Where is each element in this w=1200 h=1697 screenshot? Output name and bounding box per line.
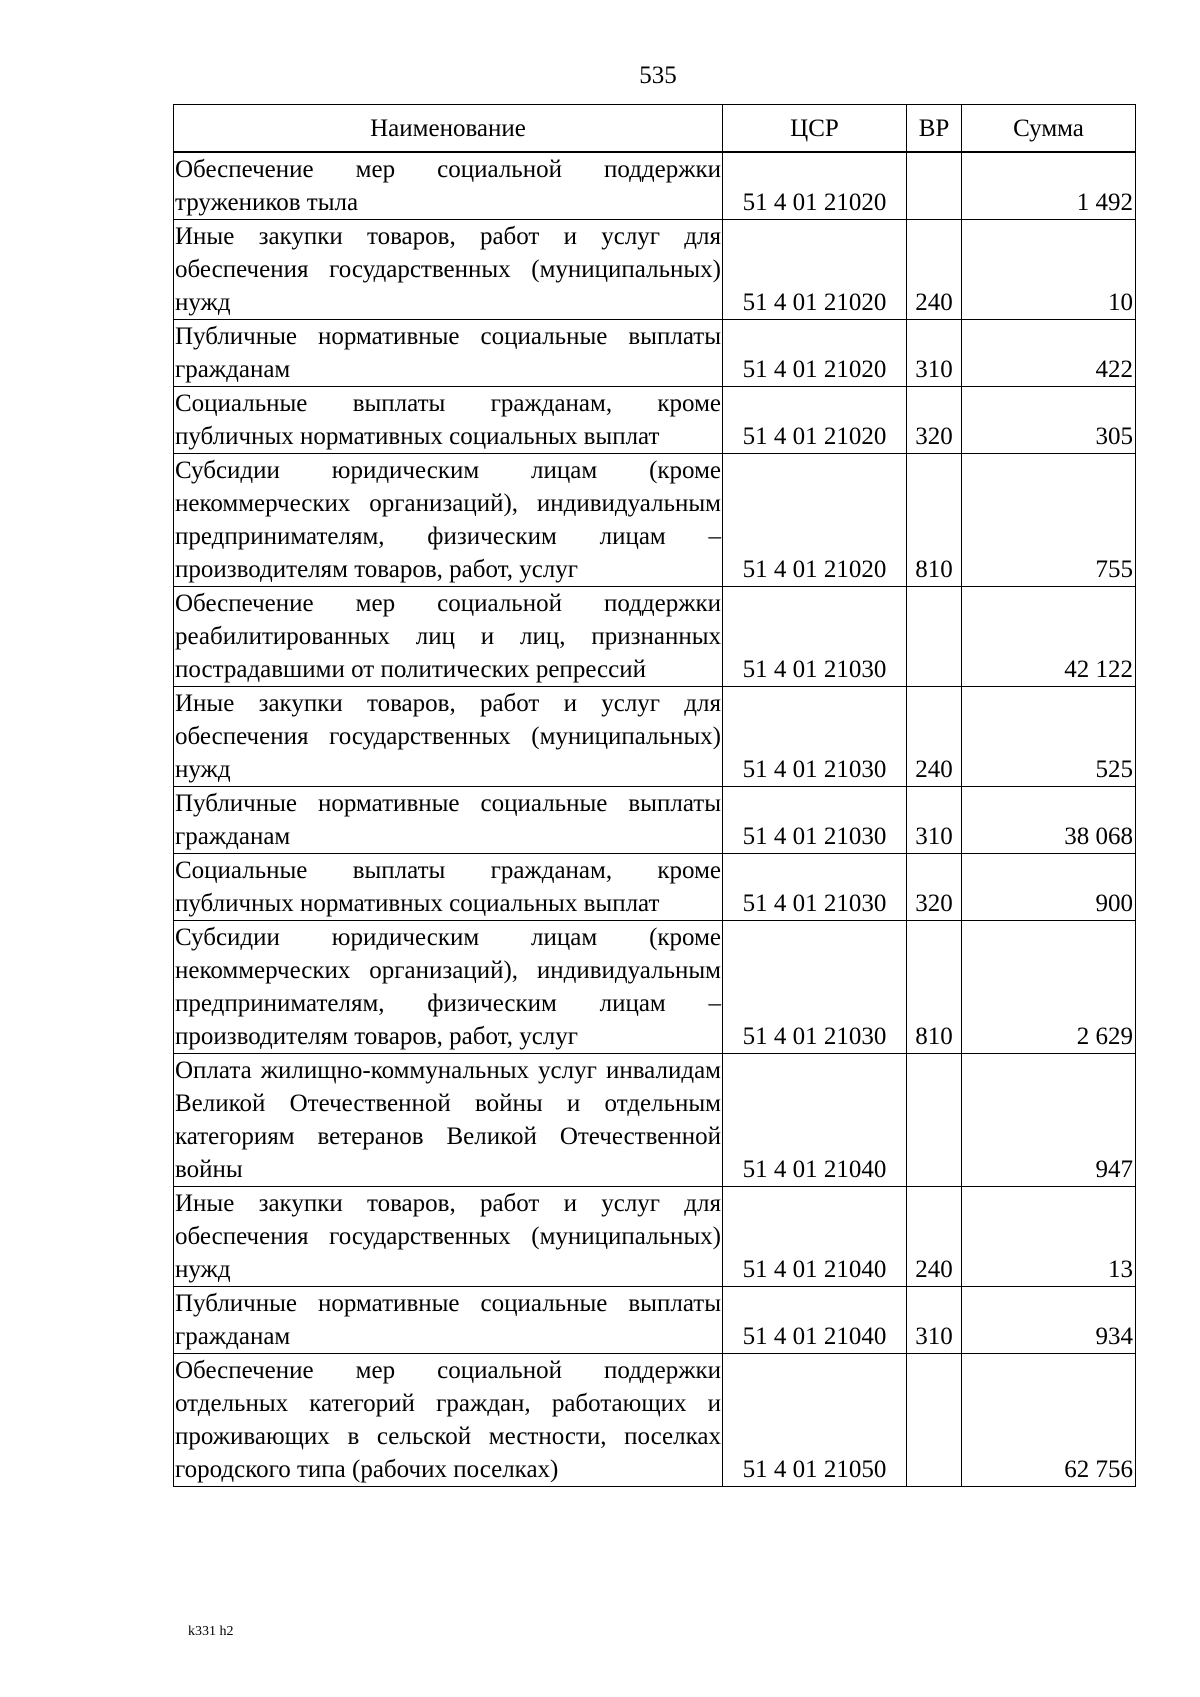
row-csr: 51 4 01 21020 [723,454,907,587]
row-sum: 62 756 [962,1354,1136,1487]
row-csr: 51 4 01 21020 [723,387,907,454]
table-row [174,854,1136,921]
row-vr [907,152,962,220]
row-csr: 51 4 01 21030 [723,687,907,787]
row-vr [907,1054,962,1187]
row-name: Иные закупки товаров, работ и услуг для обеспечения государственных (муниципальных) нужд [174,220,723,320]
row-vr: 240 [907,1187,962,1287]
row-name: Социальные выплаты гражданам, кроме публичных нормативных социальных выплат [174,387,723,454]
row-csr: 51 4 01 21020 [723,320,907,387]
row-vr: 320 [907,854,962,921]
row-csr: 51 4 01 21040 [723,1054,907,1187]
row-vr: 810 [907,454,962,587]
row-sum: 947 [962,1054,1136,1187]
table-row [174,587,1136,687]
footer-code: k331 h2 [188,1624,234,1639]
row-name: Обеспечение мер социальной поддержки отдельных категорий граждан, работающих и проживающих в сельской местности, поселках городского типа (рабочих поселках) [174,1354,723,1487]
header-csr: ЦСР [723,105,907,153]
row-name: Публичные нормативные социальные выплаты гражданам [174,787,723,854]
row-name: Социальные выплаты гражданам, кроме публичных нормативных социальных выплат [174,854,723,921]
row-csr: 51 4 01 21030 [723,854,907,921]
row-sum: 10 [962,220,1136,320]
budget-table [173,104,1136,1487]
row-name: Обеспечение мер социальной поддержки реабилитированных лиц и лиц, признанных пострадавшими от политических репрессий [174,587,723,687]
row-csr: 51 4 01 21030 [723,787,907,854]
row-name: Обеспечение мер социальной поддержки тружеников тыла [174,152,723,220]
row-vr: 310 [907,787,962,854]
row-sum: 38 068 [962,787,1136,854]
row-name: Иные закупки товаров, работ и услуг для обеспечения государственных (муниципальных) нужд [174,1187,723,1287]
row-sum: 13 [962,1187,1136,1287]
row-vr: 240 [907,220,962,320]
row-name: Публичные нормативные социальные выплаты гражданам [174,320,723,387]
row-name: Оплата жилищно-коммунальных услуг инвалидам Великой Отечественной войны и отдельным категориям ветеранов Великой Отечественной войны [174,1054,723,1187]
row-csr: 51 4 01 21040 [723,1287,907,1354]
row-sum: 2 629 [962,921,1136,1054]
header-vr: ВР [907,105,962,153]
table-row [174,921,1136,1054]
row-sum: 934 [962,1287,1136,1354]
table-row [174,1187,1136,1287]
header-name: Наименование [174,105,723,153]
row-name: Иные закупки товаров, работ и услуг для обеспечения государственных (муниципальных) нужд [174,687,723,787]
row-csr: 51 4 01 21030 [723,921,907,1054]
table-row [174,1287,1136,1354]
row-csr: 51 4 01 21020 [723,152,907,220]
row-csr: 51 4 01 21020 [723,220,907,320]
table-row [174,152,1136,220]
row-vr: 310 [907,320,962,387]
row-vr [907,1354,962,1487]
row-sum: 42 122 [962,587,1136,687]
row-name: Субсидии юридическим лицам (кроме некоммерческих организаций), индивидуальным предпринимателям, физическим лицам – производителям товаров, работ, услуг [174,454,723,587]
row-vr: 310 [907,1287,962,1354]
row-name: Публичные нормативные социальные выплаты гражданам [174,1287,723,1354]
table-row [174,787,1136,854]
table-row [174,1054,1136,1187]
row-sum: 422 [962,320,1136,387]
row-vr: 240 [907,687,962,787]
table-row [174,1354,1136,1487]
row-vr [907,587,962,687]
table-row [174,320,1136,387]
row-sum: 525 [962,687,1136,787]
row-csr: 51 4 01 21040 [723,1187,907,1287]
row-vr: 320 [907,387,962,454]
row-vr: 810 [907,921,962,1054]
table-row [174,687,1136,787]
row-sum: 305 [962,387,1136,454]
table-row [174,387,1136,454]
row-csr: 51 4 01 21030 [723,587,907,687]
row-sum: 755 [962,454,1136,587]
table-header-row [174,105,1136,153]
page-number: 535 [639,62,677,89]
row-sum: 1 492 [962,152,1136,220]
table-row [174,220,1136,320]
row-csr: 51 4 01 21050 [723,1354,907,1487]
row-sum: 900 [962,854,1136,921]
row-name: Субсидии юридическим лицам (кроме некоммерческих организаций), индивидуальным предпринимателям, физическим лицам – производителям товаров, работ, услуг [174,921,723,1054]
header-sum: Сумма [962,105,1136,153]
table-row [174,454,1136,587]
